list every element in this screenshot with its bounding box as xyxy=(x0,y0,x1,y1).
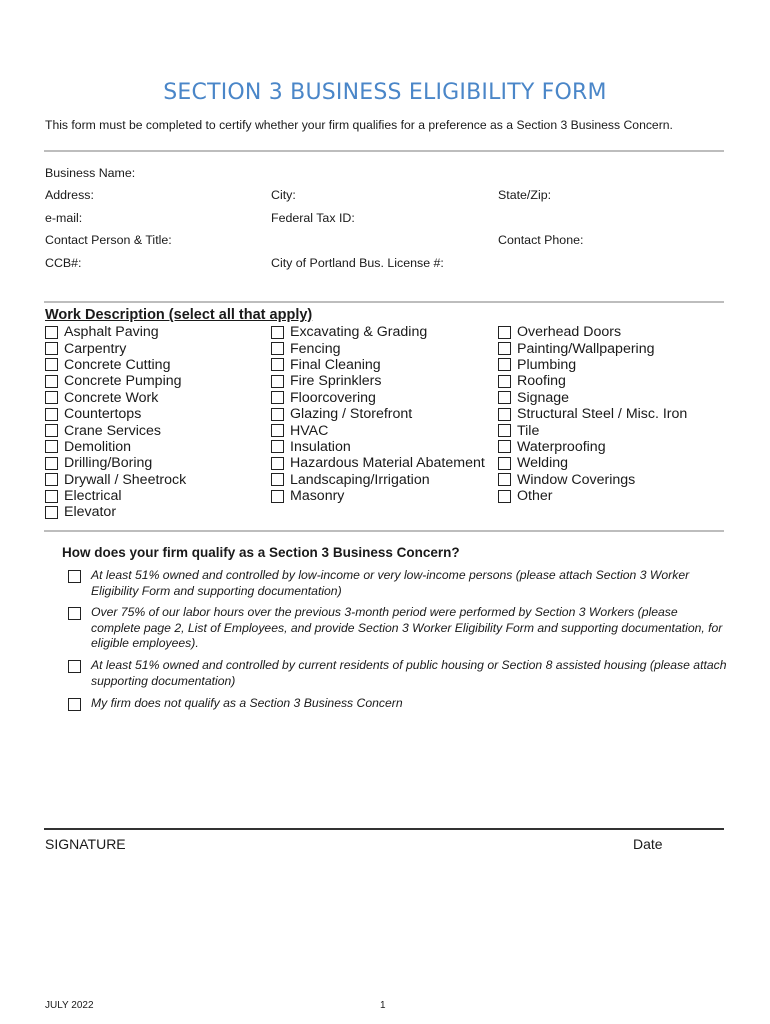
qualify-option-label: Over 75% of our labor hours over the previous 3-month period were performed by Section 3 Workers (please complete page 2, List of Employees, and provide Section 3 Worker Eligibility Form and supporting documentation, for eligible employees). xyxy=(91,605,723,650)
work-item[interactable] xyxy=(271,324,485,340)
work-item[interactable] xyxy=(45,357,186,373)
state-zip-field[interactable]: State/Zip: xyxy=(498,188,552,202)
qualify-option-label: At least 51% owned and controlled by low-income or very low-income persons (please attach Section 3 Worker Eligibility Form and supporting documentation) xyxy=(91,568,690,598)
checkbox[interactable] xyxy=(271,375,284,388)
checkbox[interactable] xyxy=(271,408,284,421)
work-item[interactable] xyxy=(45,472,186,488)
checkbox[interactable] xyxy=(45,490,58,503)
checkbox[interactable] xyxy=(271,473,284,486)
work-item-label: Carpentry xyxy=(64,340,127,357)
work-item[interactable] xyxy=(498,357,687,373)
work-item-label: Tile xyxy=(517,422,540,439)
qualify-option[interactable] xyxy=(68,605,728,652)
contact-person-field[interactable]: Contact Person & Title: xyxy=(45,233,172,247)
checkbox[interactable] xyxy=(271,440,284,453)
work-column-3 xyxy=(498,324,687,504)
checkbox[interactable] xyxy=(45,457,58,470)
work-item[interactable] xyxy=(271,422,485,438)
city-field[interactable]: City: xyxy=(271,188,296,202)
work-item[interactable] xyxy=(498,324,687,340)
work-item-label: Drilling/Boring xyxy=(64,455,153,472)
checkbox[interactable] xyxy=(271,391,284,404)
work-column-2 xyxy=(271,324,485,504)
work-item-label: Electrical xyxy=(64,488,122,505)
work-item-label: Waterproofing xyxy=(517,438,606,455)
qualify-option[interactable] xyxy=(68,568,728,599)
work-item-label: Concrete Pumping xyxy=(64,373,182,390)
work-item[interactable] xyxy=(45,439,186,455)
signature-label: SIGNATURE xyxy=(45,836,126,852)
work-item[interactable] xyxy=(271,340,485,356)
form-intro: This form must be completed to certify whether your firm qualifies for a preference as a Section 3 Business Concern. xyxy=(45,118,673,132)
date-label: Date xyxy=(633,836,663,852)
checkbox[interactable] xyxy=(68,698,81,711)
checkbox[interactable] xyxy=(498,375,511,388)
work-item[interactable] xyxy=(498,488,687,504)
work-item[interactable] xyxy=(271,373,485,389)
work-item-label: Landscaping/Irrigation xyxy=(290,471,430,488)
work-item[interactable] xyxy=(498,373,687,389)
checkbox[interactable] xyxy=(271,342,284,355)
work-item-label: Asphalt Paving xyxy=(64,324,159,341)
qualify-question: How does your firm qualify as a Section 3 Business Concern? xyxy=(62,545,460,560)
work-item-label: Structural Steel / Misc. Iron xyxy=(517,406,688,423)
checkbox[interactable] xyxy=(498,408,511,421)
work-item-label: Other xyxy=(517,488,553,505)
checkbox[interactable] xyxy=(45,506,58,519)
checkbox[interactable] xyxy=(271,326,284,339)
work-item[interactable] xyxy=(45,373,186,389)
checkbox[interactable] xyxy=(498,391,511,404)
address-field[interactable]: Address: xyxy=(45,188,94,202)
work-description-title: Work Description (select all that apply) xyxy=(45,307,313,323)
checkbox[interactable] xyxy=(68,570,81,583)
email-field[interactable]: e-mail: xyxy=(45,211,83,225)
divider xyxy=(44,530,724,532)
checkbox[interactable] xyxy=(45,326,58,339)
qualify-option[interactable] xyxy=(68,658,728,689)
work-item-label: Overhead Doors xyxy=(517,324,622,341)
work-item[interactable] xyxy=(271,406,485,422)
checkbox[interactable] xyxy=(45,424,58,437)
checkbox[interactable] xyxy=(271,490,284,503)
work-item[interactable] xyxy=(45,406,186,422)
federal-tax-id-field[interactable]: Federal Tax ID: xyxy=(271,211,355,225)
qualify-option[interactable] xyxy=(68,696,728,712)
work-item[interactable] xyxy=(498,455,687,471)
work-item-label: Painting/Wallpapering xyxy=(517,340,655,357)
work-item[interactable] xyxy=(45,504,186,520)
checkbox[interactable] xyxy=(45,408,58,421)
work-item[interactable] xyxy=(45,390,186,406)
work-item-label: Welding xyxy=(517,455,568,472)
work-item-label: Demolition xyxy=(64,438,132,455)
work-item-label: Insulation xyxy=(290,438,351,455)
work-item-label: Final Cleaning xyxy=(290,356,381,373)
checkbox[interactable] xyxy=(498,342,511,355)
checkbox[interactable] xyxy=(498,326,511,339)
checkbox[interactable] xyxy=(68,660,81,673)
work-item[interactable] xyxy=(498,406,687,422)
work-item[interactable] xyxy=(498,422,687,438)
work-item-label: Plumbing xyxy=(517,356,577,373)
checkbox[interactable] xyxy=(45,358,58,371)
checkbox[interactable] xyxy=(45,342,58,355)
work-item-label: Concrete Cutting xyxy=(64,356,171,373)
divider xyxy=(44,150,724,152)
checkbox[interactable] xyxy=(45,440,58,453)
business-name-field[interactable]: Business Name: xyxy=(45,166,136,180)
checkbox[interactable] xyxy=(271,457,284,470)
work-item[interactable] xyxy=(498,340,687,356)
work-item[interactable] xyxy=(45,324,186,340)
checkbox[interactable] xyxy=(498,457,511,470)
work-item-label: Signage xyxy=(517,389,570,406)
checkbox[interactable] xyxy=(271,358,284,371)
checkbox[interactable] xyxy=(498,358,511,371)
work-item-label: Hazardous Material Abatement xyxy=(290,455,485,472)
work-item-label: Fire Sprinklers xyxy=(290,373,382,390)
work-item-label: Concrete Work xyxy=(64,389,159,406)
work-item[interactable] xyxy=(45,488,186,504)
work-item[interactable] xyxy=(45,340,186,356)
work-item[interactable] xyxy=(271,455,485,471)
work-item-label: Drywall / Sheetrock xyxy=(64,471,187,488)
checkbox[interactable] xyxy=(45,375,58,388)
work-item-label: Roofing xyxy=(517,373,566,390)
work-item-label: Countertops xyxy=(64,406,142,423)
work-item[interactable] xyxy=(271,357,485,373)
checkbox[interactable] xyxy=(498,440,511,453)
work-item-label: Crane Services xyxy=(64,422,161,439)
work-item[interactable] xyxy=(498,390,687,406)
work-item-label: Masonry xyxy=(290,488,345,505)
work-item[interactable] xyxy=(271,390,485,406)
business-license-field[interactable]: City of Portland Bus. License #: xyxy=(271,256,444,270)
work-item[interactable] xyxy=(498,472,687,488)
checkbox[interactable] xyxy=(68,607,81,620)
checkbox[interactable] xyxy=(498,424,511,437)
checkbox[interactable] xyxy=(45,391,58,404)
ccb-field[interactable]: CCB#: xyxy=(45,256,82,270)
signature-line[interactable] xyxy=(44,828,724,830)
contact-phone-field[interactable]: Contact Phone: xyxy=(498,233,584,247)
checkbox[interactable] xyxy=(45,473,58,486)
work-item[interactable] xyxy=(498,439,687,455)
work-item[interactable] xyxy=(45,455,186,471)
work-item-label: Window Coverings xyxy=(517,471,636,488)
work-item-label: Floorcovering xyxy=(290,389,376,406)
divider xyxy=(44,301,724,303)
qualify-option-label: My firm does not qualify as a Section 3 Business Concern xyxy=(91,696,403,710)
work-item[interactable] xyxy=(271,472,485,488)
work-item-label: Excavating & Grading xyxy=(290,324,428,341)
qualify-option-label: At least 51% owned and controlled by current residents of public housing or Section 8 assisted housing (please attach supporting documentation) xyxy=(91,658,727,688)
checkbox[interactable] xyxy=(271,424,284,437)
work-item[interactable] xyxy=(45,422,186,438)
work-item-label: Glazing / Storefront xyxy=(290,406,413,423)
footer-date: JULY 2022 xyxy=(45,1000,94,1011)
form-title: SECTION 3 BUSINESS ELIGIBILITY FORM xyxy=(163,80,607,105)
work-item-label: HVAC xyxy=(290,422,329,439)
work-column-1 xyxy=(45,324,186,521)
work-item[interactable] xyxy=(271,439,485,455)
work-item-label: Fencing xyxy=(290,340,341,357)
work-item-label: Elevator xyxy=(64,504,117,521)
work-item[interactable] xyxy=(271,488,485,504)
checkbox[interactable] xyxy=(498,490,511,503)
page-number: 1 xyxy=(380,1000,386,1011)
checkbox[interactable] xyxy=(498,473,511,486)
